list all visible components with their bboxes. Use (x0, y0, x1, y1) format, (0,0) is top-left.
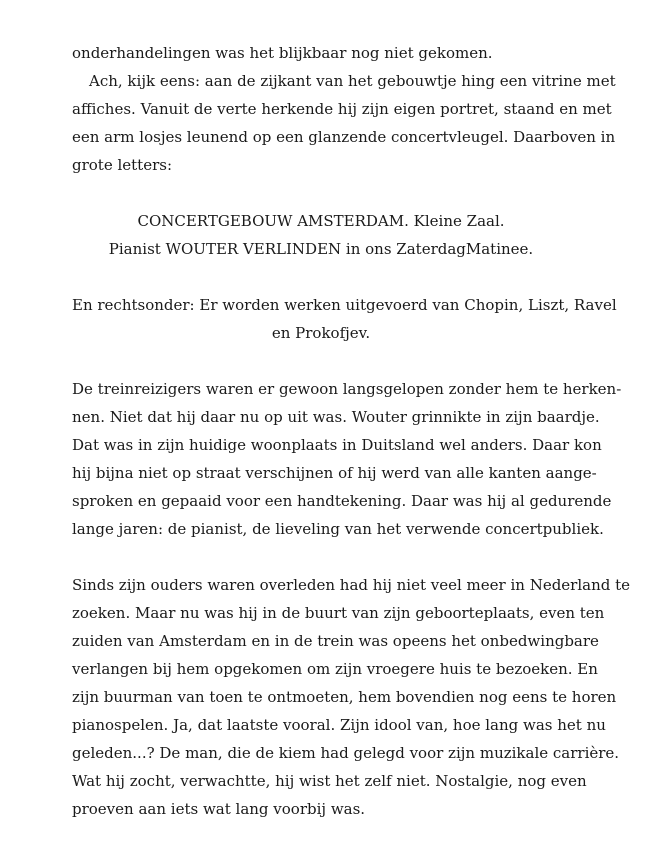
text-line: hij bijna niet op straat verschijnen of hij werd van alle kanten aange- (72, 464, 597, 482)
text-line: zijn buurman van toen te ontmoeten, hem bovendien nog eens te horen (72, 688, 617, 706)
text-line: zoeken. Maar nu was hij in de buurt van zijn geboorteplaats, even ten (72, 604, 605, 622)
text-line: zuiden van Amsterdam en in de trein was opeens het onbedwingbare (72, 632, 599, 650)
poster-line: Pianist WOUTER VERLINDEN in ons ZaterdagMatinee. (108, 240, 534, 258)
note-line: en Prokofjev. (271, 324, 371, 342)
text-line: Sinds zijn ouders waren overleden had hij niet veel meer in Nederland te (72, 576, 631, 594)
text-line: sproken en gepaaid voor een handtekening. Daar was hij al gedurende (72, 492, 612, 510)
text-line: proeven aan iets wat lang voorbij was. (72, 800, 366, 818)
text-line: geleden...? De man, die de kiem had gelegd voor zijn muzikale carrière. (72, 744, 620, 762)
text-line: lange jaren: de pianist, de lieveling van het verwende concertpubliek. (72, 520, 604, 538)
text-line: affiches. Vanuit de verte herkende hij zijn eigen portret, staand en met (72, 100, 612, 118)
text-line: verlangen bij hem opgekomen om zijn vroegere huis te bezoeken. En (72, 660, 598, 678)
text-line: nen. Niet dat hij daar nu op uit was. Wouter grinnikte in zijn baardje. (72, 408, 600, 426)
text-line: Ach, kijk eens: aan de zijkant van het gebouwtje hing een vitrine met (89, 72, 616, 90)
text-line: grote letters: (72, 156, 173, 174)
poster-line: CONCERTGEBOUW AMSTERDAM. Kleine Zaal. (137, 212, 505, 230)
note-line: En rechtsonder: Er worden werken uitgevoerd van Chopin, Liszt, Ravel (72, 296, 617, 314)
text-line: Wat hij zocht, verwachtte, hij wist het zelf niet. Nostalgie, nog even (72, 772, 587, 790)
text-line: onderhandelingen was het blijkbaar nog niet gekomen. (72, 44, 493, 62)
text-line: Dat was in zijn huidige woonplaats in Duitsland wel anders. Daar kon (72, 436, 602, 454)
text-line: een arm losjes leunend op een glanzende concertvleugel. Daarboven in (72, 128, 616, 146)
text-line: De treinreizigers waren er gewoon langsgelopen zonder hem te herken- (72, 380, 622, 398)
text-line: pianospelen. Ja, dat laatste vooral. Zijn idool van, hoe lang was het nu (72, 716, 606, 734)
